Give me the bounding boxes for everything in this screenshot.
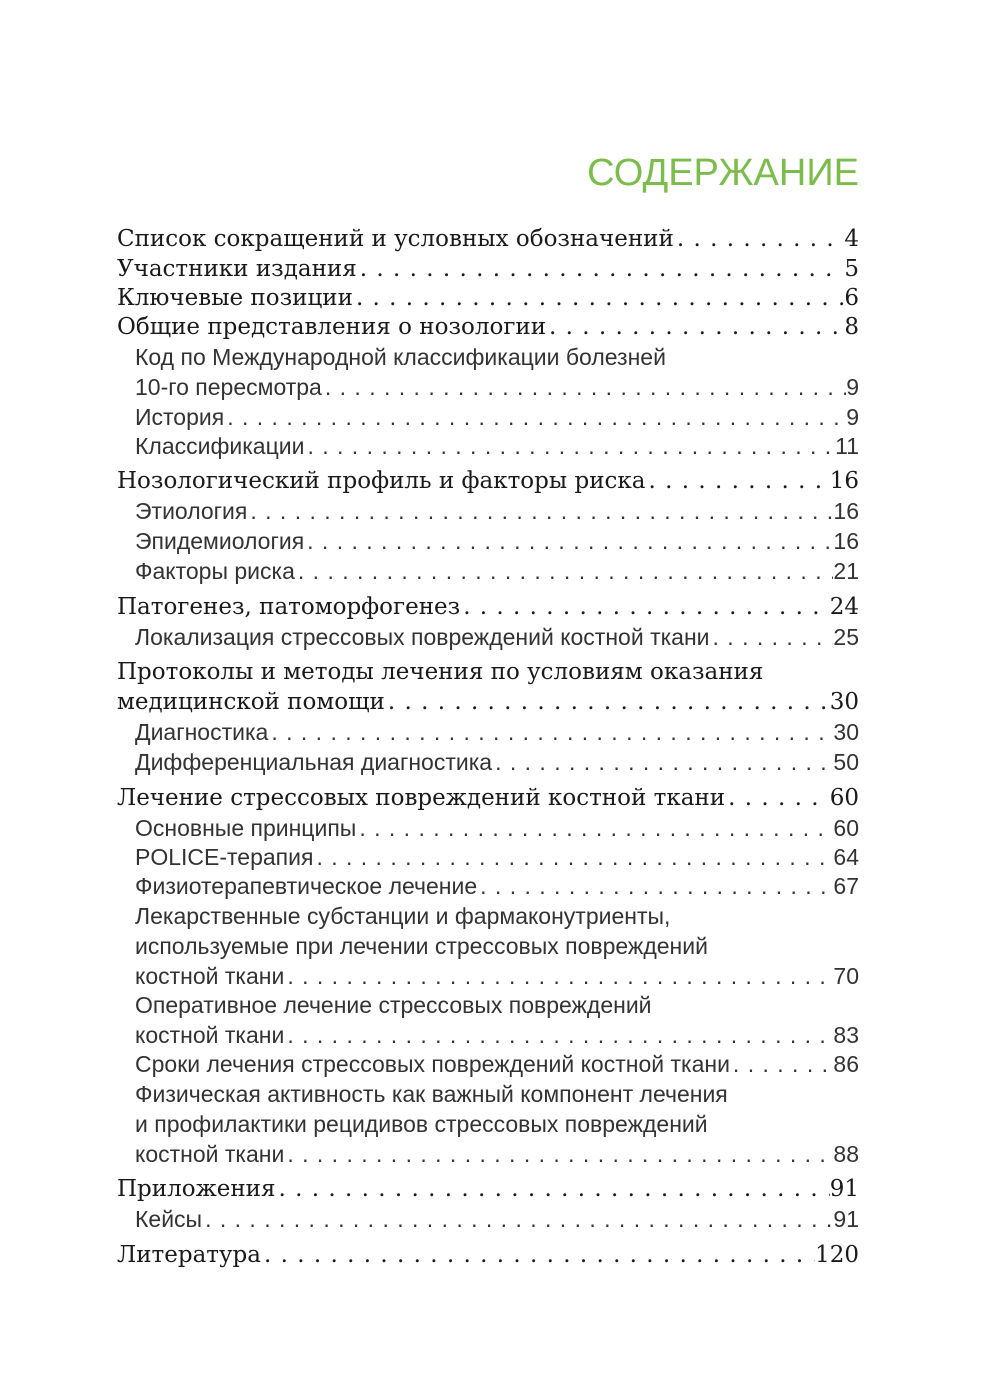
toc-row: [135, 747, 859, 777]
dot-leader: [710, 622, 834, 652]
dot-leader: [385, 687, 830, 717]
toc-page-number: 16: [833, 528, 859, 554]
toc-entry-title: Локализация стрессовых повреждений костной ткани: [135, 624, 710, 650]
toc-page-number: 120: [815, 1242, 859, 1268]
toc-page-number: 8: [844, 314, 859, 340]
toc-page-number: 91: [833, 1206, 859, 1232]
toc-entry-title-cont: костной ткани: [135, 1141, 285, 1167]
toc-entry-title-cont: и профилактики рецидивов стрессовых повреждений: [135, 1111, 708, 1137]
toc-page-number: 16: [829, 468, 859, 494]
toc-row: [135, 431, 859, 461]
toc-entry-title-cont: медицинской помощи: [117, 689, 385, 715]
toc-page-number: 70: [833, 963, 859, 989]
toc-subentry: [0, 842, 1000, 872]
toc-entry-title: POLICE-терапия: [135, 844, 314, 870]
dot-leader: [268, 717, 833, 747]
dot-leader: [674, 224, 845, 254]
toc-subentry: [0, 1049, 1000, 1079]
toc-row: [135, 622, 859, 652]
toc-page-number: 24: [829, 594, 859, 620]
toc-row: [135, 717, 859, 747]
toc-entry-title: Приложения: [117, 1176, 276, 1202]
toc-subentry: [0, 496, 1000, 526]
toc-subentry: [0, 901, 1000, 991]
toc-row: [135, 901, 859, 931]
dot-leader: [477, 871, 833, 901]
toc-subentry: [0, 402, 1000, 432]
dot-leader: [725, 783, 830, 813]
toc-row: [117, 783, 859, 813]
toc-entry-title: Нозологический профиль и факторы риска: [117, 468, 646, 494]
toc-subentry: [0, 556, 1000, 586]
toc-row: [117, 312, 859, 342]
toc-subentry: [0, 622, 1000, 652]
toc-subentry: [0, 747, 1000, 777]
toc-row: [135, 1204, 859, 1234]
toc-subentry: [0, 813, 1000, 843]
toc-entry: [0, 466, 1000, 496]
toc-entry-title: Литература: [117, 1242, 261, 1268]
toc-row: [117, 224, 859, 254]
toc-row: [135, 1020, 859, 1050]
toc-row: [117, 466, 859, 496]
dot-leader: [304, 431, 835, 461]
dot-leader: [247, 496, 833, 526]
dot-leader: [284, 961, 833, 991]
toc-entry-title: Классификации: [135, 433, 305, 459]
toc-entry-title: Лекарственные субстанции и фармаконутриенты,: [135, 903, 671, 929]
dot-leader: [460, 592, 830, 622]
toc-entry-title: Общие представления о нозологии: [117, 314, 547, 340]
toc-page-number: 9: [846, 404, 859, 430]
toc-row: [135, 990, 859, 1020]
toc-entry-title: Оперативное лечение стрессовых повреждений: [135, 992, 652, 1018]
toc-entry-title: Эпидемиология: [135, 528, 305, 554]
dot-leader: [261, 1240, 815, 1270]
toc-page-number: 30: [829, 689, 859, 715]
toc-page-number: 9: [846, 374, 859, 400]
toc-row: [117, 1174, 859, 1204]
toc-entry-title: Кейсы: [135, 1206, 203, 1232]
toc-entry-title: Список сокращений и условных обозначений: [117, 226, 674, 252]
toc-entry-title: Протоколы и методы лечения по условиям оказания: [117, 659, 764, 685]
dot-leader: [322, 372, 846, 402]
toc-page-number: 50: [833, 749, 859, 775]
toc-page-number: 86: [833, 1051, 859, 1077]
dot-leader: [646, 466, 830, 496]
toc-row: [135, 556, 859, 586]
toc-row: [117, 687, 859, 717]
toc-subentry: [0, 431, 1000, 461]
toc-page-number: 88: [833, 1141, 859, 1167]
toc-row: [135, 813, 859, 843]
toc-entry-title: Ключевые позиции: [117, 285, 353, 311]
dot-leader: [356, 813, 833, 843]
dot-leader: [284, 1139, 833, 1169]
toc-row: [135, 496, 859, 526]
toc-row: [117, 657, 859, 687]
toc-row: [117, 283, 859, 313]
dot-leader: [353, 283, 844, 313]
toc-entry-title: Участники издания: [117, 256, 357, 282]
toc-entry-title: Факторы риска: [135, 558, 295, 584]
toc-row: [135, 842, 859, 872]
page-title: СОДЕРЖАНИЕ: [587, 152, 859, 194]
toc-row: [135, 961, 859, 991]
dot-leader: [295, 556, 834, 586]
toc-page-number: 67: [833, 873, 859, 899]
toc-row: [135, 342, 859, 372]
toc-page-number: 83: [833, 1022, 859, 1048]
toc-subentry: [0, 526, 1000, 556]
toc-row: [135, 1139, 859, 1169]
toc-entry-title-cont: костной ткани: [135, 1022, 285, 1048]
toc-row: [117, 592, 859, 622]
toc-page-number: 64: [833, 844, 859, 870]
toc-entry: [0, 283, 1000, 313]
toc-subentry: [0, 990, 1000, 1050]
toc-subentry: [0, 1079, 1000, 1169]
toc-entry-title: Основные принципы: [135, 815, 357, 841]
toc-entry-title: Этиология: [135, 498, 248, 524]
toc-subentry: [0, 342, 1000, 402]
toc-entry-title: История: [135, 404, 225, 430]
toc-row: [135, 402, 859, 432]
dot-leader: [492, 747, 833, 777]
toc-row: [135, 1109, 859, 1139]
toc-page-number: 5: [844, 256, 859, 282]
toc-row: [135, 372, 859, 402]
toc-row: [135, 931, 859, 961]
toc-entry-title-cont: костной ткани: [135, 963, 285, 989]
toc-page-number: 16: [833, 498, 859, 524]
toc-entry-title: Лечение стрессовых повреждений костной ткани: [117, 785, 726, 811]
dot-leader: [202, 1204, 833, 1234]
toc-page-number: 11: [835, 433, 859, 459]
toc-row: [135, 526, 859, 556]
toc-entry: [0, 1174, 1000, 1204]
toc-entry: [0, 224, 1000, 254]
dot-leader: [313, 842, 833, 872]
toc-entry: [0, 783, 1000, 813]
toc-subentry: [0, 1204, 1000, 1234]
toc-entry-title: Дифференциальная диагностика: [135, 749, 493, 775]
toc-page-number: 60: [833, 815, 859, 841]
toc-page-number: 91: [829, 1176, 859, 1202]
toc-entry: [0, 592, 1000, 622]
toc-entry-title: Физиотерапевтическое лечение: [135, 873, 478, 899]
toc-entry: [0, 657, 1000, 717]
toc-entry-title-cont: используемые при лечении стрессовых повреждений: [135, 933, 708, 959]
toc-entry-title: Сроки лечения стрессовых повреждений костной ткани: [135, 1051, 730, 1077]
dot-leader: [224, 402, 846, 432]
toc-entry-title: Код по Международной классификации болезней: [135, 344, 666, 370]
toc-row: [135, 871, 859, 901]
toc-entry: [0, 1240, 1000, 1270]
toc-page-number: 6: [844, 285, 859, 311]
toc-page-number: 60: [829, 785, 859, 811]
dot-leader: [730, 1049, 833, 1079]
toc-entry-title-cont: 10-го пересмотра: [135, 374, 322, 400]
toc-subentry: [0, 717, 1000, 747]
toc-page-number: 25: [833, 624, 859, 650]
toc-page-number: 4: [844, 226, 859, 252]
dot-leader: [546, 312, 844, 342]
toc-page-number: 30: [833, 719, 859, 745]
dot-leader: [284, 1020, 833, 1050]
toc-row: [135, 1079, 815, 1109]
toc-row: [117, 254, 859, 284]
dot-leader: [304, 526, 833, 556]
toc-row: [117, 1240, 859, 1270]
toc-entry-title: Патогенез, патоморфогенез: [117, 594, 461, 620]
toc-entry: [0, 312, 1000, 342]
dot-leader: [276, 1174, 830, 1204]
toc-entry-title: Физическая активность как важный компонент лечения: [135, 1081, 728, 1107]
dot-leader: [357, 254, 845, 284]
toc-row: [135, 1049, 859, 1079]
toc-entry-title: Диагностика: [135, 719, 269, 745]
toc-entry: [0, 254, 1000, 284]
toc-subentry: [0, 871, 1000, 901]
toc-page-number: 21: [833, 558, 859, 584]
